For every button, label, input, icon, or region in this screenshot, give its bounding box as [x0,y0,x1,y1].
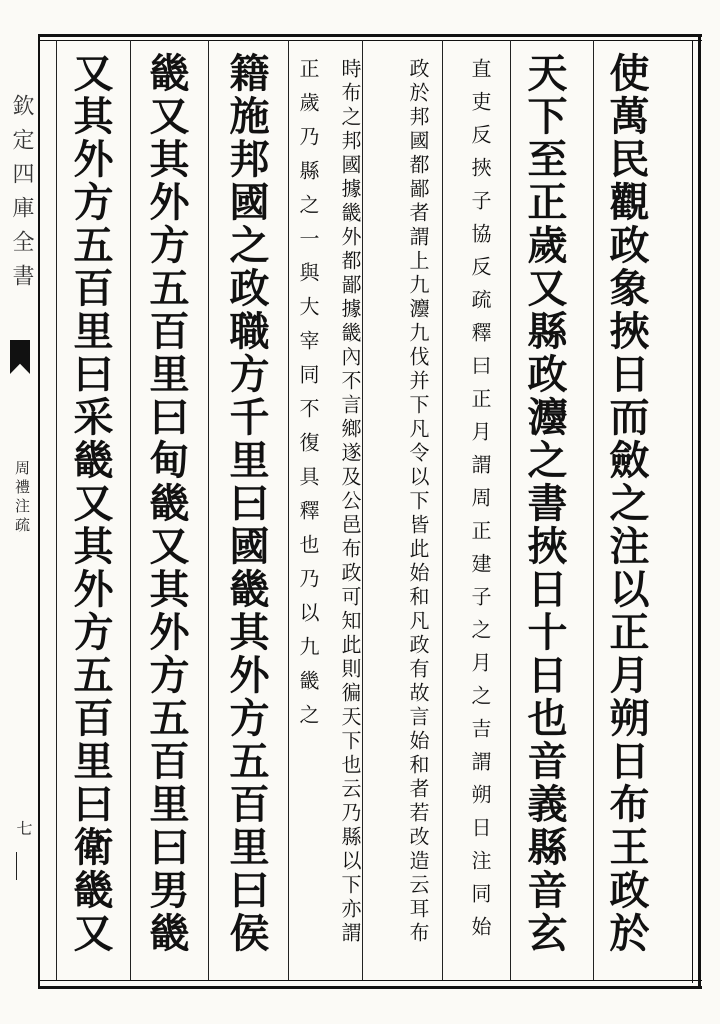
block-center-margin [0,40,38,980]
margin-page-number: 七 [14,820,33,836]
column-rule [130,40,131,980]
text-column-8: 畿又其外方五百里曰甸畿又其外方五百里曰男畿 [143,52,190,955]
column-rule [510,40,511,980]
frame-right-border [698,34,701,989]
frame-right-inner-border [692,40,693,983]
margin-section-title: 周禮注疏 [13,460,31,536]
text-column-4: 政於邦國都鄙者謂上九灋九伐并下凡令以下皆此始和凡政有故言始和者若改造云耳布 [406,58,430,946]
text-column-6: 正歲乃縣之一與大宰同不復具釋也乃以九畿之 [296,58,320,738]
column-rule [593,40,594,980]
column-rule [56,40,57,980]
frame-bottom-inner-border [38,980,702,981]
frame-bottom-border [38,986,702,989]
margin-line [16,852,17,880]
frame-top-border [38,34,702,37]
frame-top-inner-border [38,40,702,41]
text-column-5: 時布之邦國據畿外都鄙據畿內不言鄉遂及公邑布政可知此則徧天下也云乃縣以下亦謂 [338,58,362,946]
column-rule [362,40,363,980]
column-rule [288,40,289,980]
text-column-1: 使萬民觀政象挾日而斂之注以正月朔日布王政於 [603,52,650,955]
frame-left-border [38,34,40,989]
column-rule [208,40,209,980]
text-column-2: 天下至正歲又縣政灋之書挾日十日也音義縣音玄 [521,52,568,955]
text-column-9: 又其外方五百里曰采畿又其外方五百里曰衛畿又 [67,52,114,955]
column-rule [442,40,443,980]
text-column-3: 直吏反挾子協反疏釋曰正月謂周正建子之月之吉謂朔日注同始 [468,58,492,949]
text-column-7: 籍施邦國之政職方千里曰國畿其外方五百里曰侯 [223,52,270,955]
fish-tail-mark-icon [10,340,30,374]
margin-book-title: 欽定四庫全書 [9,94,34,298]
